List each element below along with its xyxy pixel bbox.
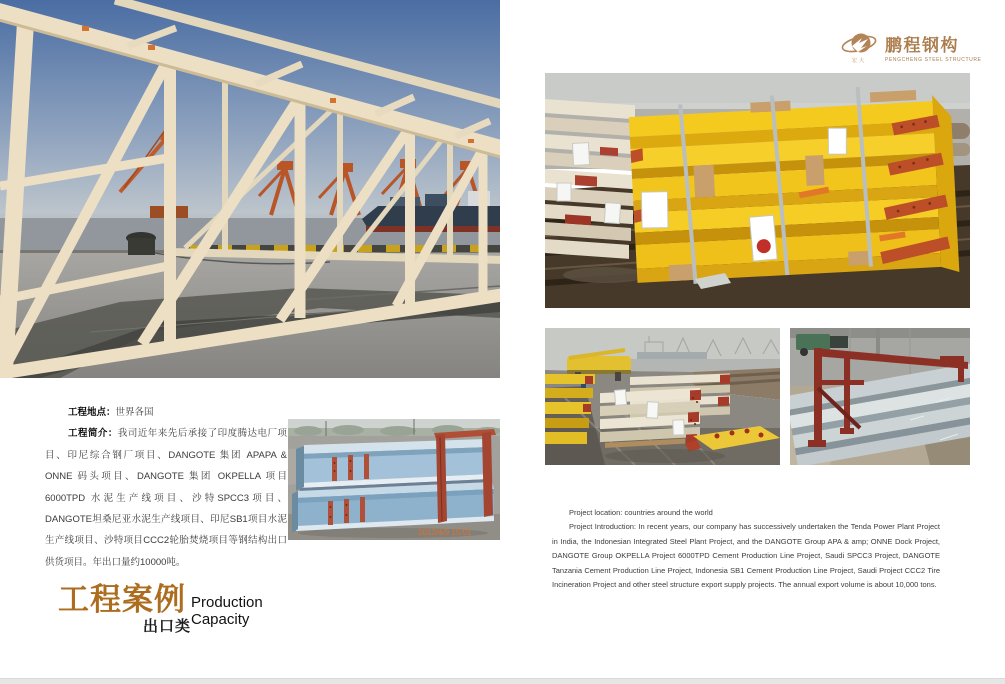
section-title-en-line1: Production — [191, 594, 263, 611]
section-title-en — [191, 595, 263, 628]
project-info-cn — [45, 402, 287, 573]
project-location-cn — [45, 402, 287, 423]
section-title-cn: 工程案例 — [58, 582, 186, 617]
company-name-cn: 鹏程钢构 — [885, 36, 959, 55]
photo-blue-beams — [288, 419, 500, 540]
footer-bar — [0, 678, 1005, 684]
logo-bird-icon — [840, 30, 880, 66]
photo-framed-steel-beams — [790, 328, 970, 465]
photo-timestamp: 2012/4/9 15:01 — [418, 528, 472, 537]
photo-steel-truss-dock — [0, 0, 500, 378]
logo-text — [885, 30, 982, 63]
project-intro-en: Project Introduction: In recent years, our company has successively undertaken the Tenda Power Plant Project in India, the Indonesian Integrated Steel Plant Project, and the DANGOTE Group APA & amp; ONNE Dock Project, DANGOTE Group OKPELLA Project 6000TPD Cement Production Line Project, Saudi SPCC3 Project, DANGOTE Tanzania Cement Production Line Project, Indonesia SB1 Cement Production Line Project, Saudi Project CCC2 Tire Incineration Project and other steel structure export supply projects. The annual export volume is about 10,000 tons. — [552, 522, 940, 590]
project-location-value-cn: 世界各国 — [115, 407, 154, 418]
company-logo — [840, 30, 990, 70]
logo-seal-text: 宏大 — [852, 58, 867, 64]
section-title-en-line2: Capacity — [191, 610, 250, 628]
project-intro-text-cn: 我司近年来先后承接了印度腾达电厂项目、印尼综合钢厂项目、DANGOTE 集团 APAPA & ONNE 码头项目、DANGOTE 集团 OKPELLA 项目 6000TPD 水泥生产线项目、沙特SPCC3项目、DANGOTE坦桑尼亚水泥生产线项目、印尼SB1项目水泥生产线项目、沙特项目CCC2轮胎焚烧项目等钢结构出口供货项目。年出口量约10000吨。 — [45, 428, 287, 568]
company-name-en: PENGCHENG STEEL STRUCTURE — [885, 57, 982, 63]
photo-dock-beam-stacks — [545, 328, 780, 465]
project-location-label-cn: 工程地点： — [68, 407, 116, 418]
photo-yellow-beams-bundle — [545, 73, 970, 308]
section-title — [58, 584, 288, 639]
project-intro-label-cn: 工程简介： — [68, 428, 118, 440]
project-info-en — [552, 506, 940, 592]
section-category-cn: 出口类 — [143, 618, 192, 635]
project-location-en: Project location: countries around the world — [569, 508, 713, 517]
project-intro-cn — [45, 423, 287, 573]
